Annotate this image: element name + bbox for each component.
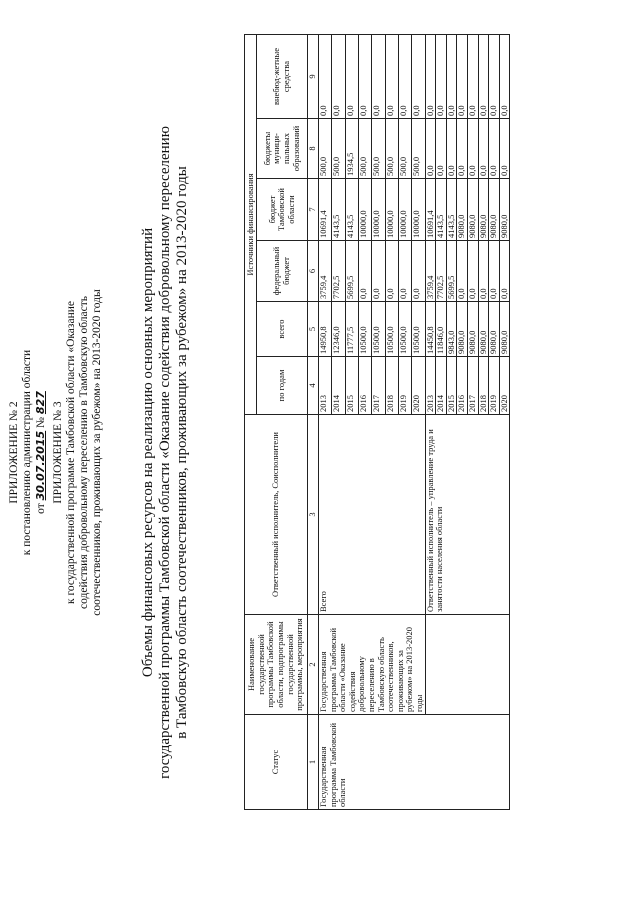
cell-year: 2019 — [398, 357, 411, 415]
appendix-3-line-2: содействия добровольному переселению в Тамбовскую область — [78, 296, 90, 610]
cell-municipal: 500,0 — [358, 119, 371, 179]
cell-municipal: 500,0 — [385, 119, 398, 179]
cell-municipal: 0,0 — [446, 119, 457, 179]
cell-year: 2015 — [345, 357, 358, 415]
cell-regional: 9080,0 — [478, 179, 489, 241]
cell-municipal: 0,0 — [467, 119, 478, 179]
appendix-3-title: ПРИЛОЖЕНИЕ № 3 — [52, 401, 64, 504]
cell-total: 9843,0 — [446, 302, 457, 357]
cell-total: 14450,8 — [425, 302, 436, 357]
cell-extrabudget: 0,0 — [385, 35, 398, 119]
cell-federal: 7702,5 — [436, 241, 447, 302]
cell-extrabudget: 0,0 — [489, 35, 500, 119]
cell-total: 9080,0 — [489, 302, 500, 357]
cell-regional: 9080,0 — [457, 179, 468, 241]
cell-federal: 0,0 — [467, 241, 478, 302]
appendix-3-line-3: соотечественников, проживающих за рубежом» на 2013-2020 годы — [91, 289, 103, 616]
col-index: 3 — [308, 415, 319, 615]
header-sources: Источники финансирования — [245, 35, 257, 415]
header-extrabudget: внебюд-жетные средства — [257, 35, 308, 119]
cell-year: 2014 — [332, 357, 345, 415]
col-index: 2 — [308, 615, 319, 715]
decree-number: 827 — [34, 391, 47, 415]
header-row-1 — [245, 35, 257, 810]
col-index: 4 — [308, 357, 319, 415]
col-index: 8 — [308, 119, 319, 179]
cell-regional: 4143,5 — [436, 179, 447, 241]
appendix-3-line-1: к государственной программе Тамбовской области «Оказание — [65, 301, 77, 604]
cell-regional: 10691,4 — [319, 179, 332, 241]
cell-municipal: 500,0 — [319, 119, 332, 179]
cell-municipal: 0,0 — [478, 119, 489, 179]
cell-year: 2019 — [489, 357, 500, 415]
cell-total: 9080,0 — [467, 302, 478, 357]
cell-extrabudget: 0,0 — [319, 35, 332, 119]
cell-municipal: 500,0 — [398, 119, 411, 179]
cell-regional: 10000,0 — [412, 179, 425, 241]
header-executor: Ответственный исполнитель, Соисполнители — [245, 415, 308, 615]
header-municipal: бюджеты муници-пальных образований — [257, 119, 308, 179]
cell-regional: 9080,0 — [467, 179, 478, 241]
cell-regional: 10000,0 — [385, 179, 398, 241]
cell-regional: 10000,0 — [372, 179, 385, 241]
cell-federal: 0,0 — [412, 241, 425, 302]
header-total: всего — [257, 302, 308, 357]
column-index-row — [308, 35, 319, 810]
cell-extrabudget: 0,0 — [345, 35, 358, 119]
cell-federal: 0,0 — [478, 241, 489, 302]
header-status: Статус — [245, 715, 308, 810]
cell-total: 9080,0 — [457, 302, 468, 357]
cell-total: 10500,0 — [398, 302, 411, 357]
cell-year: 2017 — [467, 357, 478, 415]
cell-federal: 0,0 — [499, 241, 510, 302]
appendix-2-header — [8, 0, 48, 905]
cell-regional: 10000,0 — [398, 179, 411, 241]
cell-regional: 4143,5 — [332, 179, 345, 241]
cell-year: 2016 — [358, 357, 371, 415]
program-status: Государственная программа Тамбовской области — [319, 715, 510, 810]
cell-year: 2014 — [436, 357, 447, 415]
cell-total: 12346,0 — [332, 302, 345, 357]
cell-year: 2017 — [372, 357, 385, 415]
cell-total: 11846,0 — [436, 302, 447, 357]
cell-federal: 3759,4 — [425, 241, 436, 302]
program-name-empty — [425, 615, 510, 715]
cell-federal: 0,0 — [489, 241, 500, 302]
cell-total: 10500,0 — [372, 302, 385, 357]
cell-municipal: 0,0 — [436, 119, 447, 179]
col-index: 5 — [308, 302, 319, 357]
appendix-2-date-line — [34, 0, 48, 905]
cell-federal: 0,0 — [358, 241, 371, 302]
col-index: 1 — [308, 715, 319, 810]
cell-extrabudget: 0,0 — [436, 35, 447, 119]
cell-extrabudget: 0,0 — [412, 35, 425, 119]
appendix-2-title: ПРИЛОЖЕНИЕ № 2 — [8, 401, 20, 504]
header-federal: федеральный бюджет — [257, 241, 308, 302]
cell-year: 2016 — [457, 357, 468, 415]
col-index: 9 — [308, 35, 319, 119]
cell-year: 2020 — [499, 357, 510, 415]
cell-extrabudget: 0,0 — [398, 35, 411, 119]
number-prefix: № — [35, 416, 47, 428]
cell-regional: 10691,4 — [425, 179, 436, 241]
cell-extrabudget: 0,0 — [446, 35, 457, 119]
cell-year: 2013 — [319, 357, 332, 415]
cell-federal: 5699,5 — [446, 241, 457, 302]
cell-regional: 4143,5 — [446, 179, 457, 241]
cell-extrabudget: 0,0 — [478, 35, 489, 119]
title-line-1: Объемы финансовых ресурсов на реализацию основных мероприятий — [140, 227, 156, 678]
appendix-2-subtitle: к постановлению администрации области — [21, 349, 33, 556]
appendix-3-header — [52, 0, 104, 905]
cell-regional: 10000,0 — [358, 179, 371, 241]
document-title — [140, 0, 191, 905]
cell-municipal: 500,0 — [332, 119, 345, 179]
cell-municipal: 500,0 — [372, 119, 385, 179]
date-prefix: от — [35, 503, 47, 514]
cell-federal: 0,0 — [398, 241, 411, 302]
executor-total: Всего — [319, 415, 426, 615]
executor-department: Ответственный исполнитель – управление труда и занятости населения области — [425, 415, 510, 615]
header-years: по годам — [257, 357, 308, 415]
cell-extrabudget: 0,0 — [467, 35, 478, 119]
header-name: Наименование государственной программы Тамбовской области, подпрограммы государственной программы, мероприятия — [245, 615, 308, 715]
cell-municipal: 500,0 — [412, 119, 425, 179]
decree-date: 30.07.2015 — [34, 430, 47, 501]
cell-total: 9080,0 — [499, 302, 510, 357]
cell-municipal: 1934,5 — [345, 119, 358, 179]
table-row — [319, 35, 332, 810]
cell-federal: 0,0 — [372, 241, 385, 302]
table-row — [425, 35, 436, 810]
title-line-3: в Тамбовскую область соотечественников, проживающих за рубежом» на 2013-2020 годы — [174, 166, 190, 739]
cell-extrabudget: 0,0 — [332, 35, 345, 119]
cell-municipal: 0,0 — [425, 119, 436, 179]
cell-total: 9080,0 — [478, 302, 489, 357]
cell-extrabudget: 0,0 — [499, 35, 510, 119]
cell-total: 14950,8 — [319, 302, 332, 357]
cell-year: 2018 — [385, 357, 398, 415]
cell-regional: 9080,0 — [499, 179, 510, 241]
col-index: 7 — [308, 179, 319, 241]
cell-municipal: 0,0 — [499, 119, 510, 179]
cell-extrabudget: 0,0 — [358, 35, 371, 119]
header-regional: бюджет Тамбовской области — [257, 179, 308, 241]
cell-year: 2020 — [412, 357, 425, 415]
cell-total: 10500,0 — [385, 302, 398, 357]
cell-federal: 0,0 — [385, 241, 398, 302]
cell-total: 10500,0 — [412, 302, 425, 357]
col-index: 6 — [308, 241, 319, 302]
cell-federal: 0,0 — [457, 241, 468, 302]
finance-table — [244, 34, 510, 810]
cell-municipal: 0,0 — [489, 119, 500, 179]
cell-extrabudget: 0,0 — [457, 35, 468, 119]
cell-regional: 9080,0 — [489, 179, 500, 241]
cell-regional: 4143,5 — [345, 179, 358, 241]
cell-total: 10500,0 — [358, 302, 371, 357]
cell-federal: 3759,4 — [319, 241, 332, 302]
cell-federal: 7702,5 — [332, 241, 345, 302]
cell-federal: 5699,5 — [345, 241, 358, 302]
program-name: Государственная программа Тамбовской области «Оказание содействия добровольному переселению в Тамбовскую область соотечественников, проживающих за рубежом» на 2013-2020 годы — [319, 615, 426, 715]
cell-extrabudget: 0,0 — [372, 35, 385, 119]
cell-municipal: 0,0 — [457, 119, 468, 179]
cell-total: 11777,5 — [345, 302, 358, 357]
cell-year: 2015 — [446, 357, 457, 415]
cell-year: 2018 — [478, 357, 489, 415]
cell-extrabudget: 0,0 — [425, 35, 436, 119]
title-line-2: государственной программы Тамбовской области «Оказание содействия добровольному переселению — [157, 126, 173, 779]
cell-year: 2013 — [425, 357, 436, 415]
